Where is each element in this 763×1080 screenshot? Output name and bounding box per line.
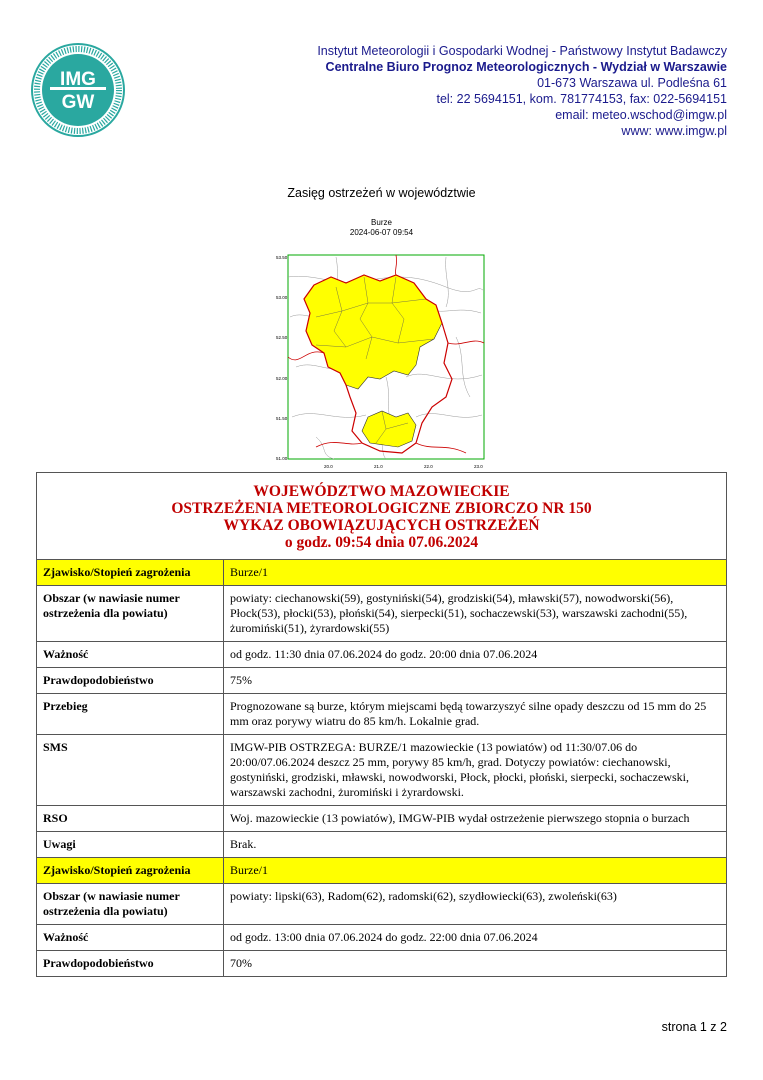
- label-prawdopodobienstwo: Prawdopodobieństwo: [37, 951, 224, 977]
- table-row: [37, 642, 727, 668]
- lon-label: 23.0: [474, 464, 483, 469]
- label-zjawisko: Zjawisko/Stopień zagrożenia: [37, 560, 224, 586]
- page-number: strona 1 z 2: [661, 1020, 727, 1034]
- value-obszar-2: powiaty: lipski(63), Radom(62), radomski(62), szydłowiecki(63), zwoleński(63): [224, 884, 727, 925]
- table-row: [37, 884, 727, 925]
- map-caption: [0, 218, 763, 238]
- label-obszar: Obszar (w nawiasie numer ostrzeżenia dla powiatu): [37, 884, 224, 925]
- lon-label: 21.0: [374, 464, 383, 469]
- label-sms: SMS: [37, 735, 224, 806]
- map-title: Burze: [371, 218, 392, 227]
- value-prawdopodobienstwo-1: 75%: [224, 668, 727, 694]
- title-time: o godz. 09:54 dnia 07.06.2024: [284, 534, 479, 551]
- value-waznosc-1: od godz. 11:30 dnia 07.06.2024 do godz. 20:00 dnia 07.06.2024: [224, 642, 727, 668]
- label-waznosc: Ważność: [37, 925, 224, 951]
- lat-label: 51.00: [276, 456, 288, 461]
- value-waznosc-2: od godz. 13:00 dnia 07.06.2024 do godz. 22:00 dnia 07.06.2024: [224, 925, 727, 951]
- warnings-table: [36, 472, 727, 977]
- warning-map-svg: [276, 247, 486, 473]
- table-title: [37, 473, 727, 560]
- table-row: [37, 586, 727, 642]
- table-row: [37, 806, 727, 832]
- value-zjawisko-2: Burze/1: [224, 858, 727, 884]
- table-row: [37, 668, 727, 694]
- label-zjawisko: Zjawisko/Stopień zagrożenia: [37, 858, 224, 884]
- warning-map: [276, 247, 486, 473]
- lat-label: 53.00: [276, 295, 288, 300]
- header-email[interactable]: email: meteo.wschod@imgw.pl: [555, 108, 727, 122]
- value-rso-1: Woj. mazowieckie (13 powiatów), IMGW-PIB wydał ostrzeżenie pierwszego stopnia o burzach: [224, 806, 727, 832]
- lat-label: 53.50: [276, 255, 288, 260]
- value-przebieg-1: Prognozowane są burze, którym miejscami będą towarzyszyć silne opady deszczu od 15 mm do 25 mm oraz porywy wiatru do 85 km/h. Lokalnie grad.: [224, 694, 727, 735]
- header-website[interactable]: www: www.imgw.pl: [621, 124, 727, 138]
- header-phone: tel: 22 5694151, kom. 781774153, fax: 022-5694151: [436, 92, 727, 106]
- table-row: [37, 858, 727, 884]
- lat-label: 52.00: [276, 376, 288, 381]
- label-przebieg: Przebieg: [37, 694, 224, 735]
- header-address: 01-673 Warszawa ul. Podleśna 61: [537, 76, 727, 90]
- map-section-title: Zasięg ostrzeżeń w województwie: [287, 186, 476, 200]
- title-voivodeship: WOJEWÓDZTWO MAZOWIECKIE: [253, 483, 510, 500]
- map-datetime: 2024-06-07 09:54: [349, 228, 414, 237]
- institute-header: [317, 43, 727, 139]
- label-uwagi: Uwagi: [37, 832, 224, 858]
- table-row: [37, 694, 727, 735]
- table-row: [37, 560, 727, 586]
- value-prawdopodobienstwo-2: 70%: [224, 951, 727, 977]
- table-row: [37, 735, 727, 806]
- table-row: [37, 925, 727, 951]
- value-uwagi-1: Brak.: [224, 832, 727, 858]
- title-warnings: OSTRZEŻENIA METEOROLOGICZNE ZBIORCZO NR 150: [171, 500, 592, 517]
- label-waznosc: Ważność: [37, 642, 224, 668]
- header-institute-name: Instytut Meteorologii i Gospodarki Wodnej - Państwowy Instytut Badawczy: [317, 44, 727, 58]
- imgw-logo: [30, 42, 126, 138]
- table-row: [37, 951, 727, 977]
- logo-text-top: IMG: [60, 69, 96, 90]
- lon-label: 20.0: [324, 464, 333, 469]
- title-list: WYKAZ OBOWIĄZUJĄCYCH OSTRZEŻEŃ: [223, 517, 540, 534]
- logo-text-bottom: GW: [61, 92, 95, 113]
- table-row: [37, 832, 727, 858]
- warning-area-south: [362, 411, 416, 447]
- value-sms-1: IMGW-PIB OSTRZEGA: BURZE/1 mazowieckie (13 powiatów) od 11:30/07.06 do 20:00/07.06.2024 deszcz 25 mm, porywy 85 km/h, grad. Dotyczy powiatów: ciechanowski, gostyniński, grodziski, mławski, nowodworski, Płock, płocki, płoński, sierpecki, sochaczewski, warszawski zachodni, żuromiński i żyrardowski.: [224, 735, 727, 806]
- value-obszar-1: powiaty: ciechanowski(59), gostyniński(54), grodziski(54), mławski(57), nowodworski(56), Płock(53), płocki(53), płoński(54), sierpecki(51), sochaczewski(53), warszawski zachodni(55), żuromiński(51), żyrardowski(55): [224, 586, 727, 642]
- label-rso: RSO: [37, 806, 224, 832]
- label-prawdopodobienstwo: Prawdopodobieństwo: [37, 668, 224, 694]
- lat-label: 52.50: [276, 335, 288, 340]
- value-zjawisko-1: Burze/1: [224, 560, 727, 586]
- lat-label: 51.50: [276, 416, 288, 421]
- header-bureau-name: Centralne Biuro Prognoz Meteorologicznych - Wydział w Warszawie: [325, 60, 727, 74]
- label-obszar: Obszar (w nawiasie numer ostrzeżenia dla powiatu): [37, 586, 224, 642]
- lon-label: 22.0: [424, 464, 433, 469]
